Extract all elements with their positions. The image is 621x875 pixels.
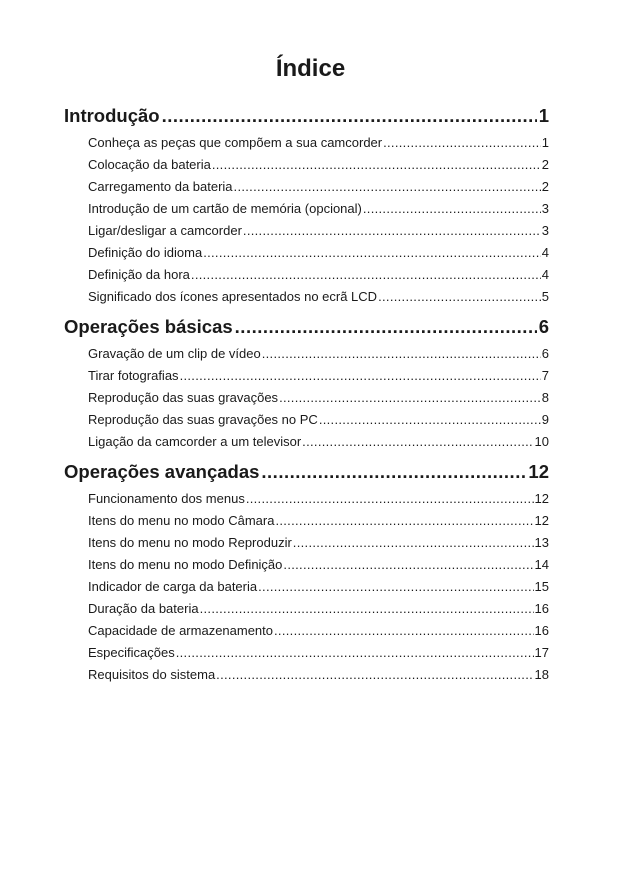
toc-entry-label: Itens do menu no modo Câmara (88, 513, 275, 528)
dot-leader (235, 314, 537, 340)
toc-entry-page: 18 (534, 667, 549, 682)
toc-entry[interactable] (88, 488, 549, 510)
toc-entry[interactable] (88, 264, 549, 286)
table-of-contents (64, 103, 549, 686)
toc-entry-label: Capacidade de armazenamento (88, 623, 274, 638)
toc-entry-label: Significado dos ícones apresentados no ecrã LCD (88, 289, 378, 304)
toc-entry-page: 2 (541, 157, 549, 172)
toc-entry[interactable] (88, 343, 549, 365)
page-title: Índice (275, 55, 346, 82)
toc-entry-label: Conheça as peças que compõem a sua camcorder (88, 135, 383, 150)
toc-section-operacoes-avancadas (64, 459, 549, 686)
toc-entry-label: Reprodução das suas gravações no PC (88, 412, 318, 427)
toc-section-heading[interactable] (64, 314, 549, 340)
dot-leader (200, 598, 534, 620)
toc-entry[interactable] (88, 620, 549, 642)
toc-entry-label: Itens do menu no modo Reproduzir (88, 535, 292, 550)
toc-entry-label: Requisitos do sistema (88, 667, 216, 682)
dot-leader (203, 242, 541, 264)
toc-entry-label: Carregamento da bateria (88, 179, 233, 194)
dot-leader (274, 620, 534, 642)
toc-entry[interactable] (88, 220, 549, 242)
dot-leader (258, 576, 533, 598)
toc-entry[interactable] (88, 598, 549, 620)
dot-leader (243, 220, 541, 242)
dot-leader (176, 642, 534, 664)
dot-leader (262, 343, 541, 365)
toc-entry-page: 4 (541, 267, 549, 282)
toc-entry-page: 5 (541, 289, 549, 304)
toc-entry-list (64, 488, 549, 686)
toc-section-page: 12 (528, 461, 549, 482)
toc-entry-label: Itens do menu no modo Definição (88, 557, 283, 572)
toc-entry-label: Indicador de carga da bateria (88, 579, 258, 594)
dot-leader (378, 286, 541, 308)
toc-entry[interactable] (88, 198, 549, 220)
dot-leader (261, 459, 526, 485)
dot-leader (283, 554, 533, 576)
toc-entry-page: 2 (541, 179, 549, 194)
toc-section-introducao (64, 103, 549, 308)
dot-leader (383, 132, 541, 154)
toc-entry-page: 17 (534, 645, 549, 660)
toc-entry-label: Definição do idioma (88, 245, 203, 260)
toc-entry[interactable] (88, 576, 549, 598)
toc-entry[interactable] (88, 664, 549, 686)
toc-entry-page: 1 (541, 135, 549, 150)
toc-entry[interactable] (88, 176, 549, 198)
toc-section-operacoes-basicas (64, 314, 549, 453)
toc-entry-label: Duração da bateria (88, 601, 199, 616)
toc-entry[interactable] (88, 431, 549, 453)
toc-entry-page: 8 (541, 390, 549, 405)
toc-entry-label: Funcionamento dos menus (88, 491, 245, 506)
toc-entry[interactable] (88, 554, 549, 576)
toc-entry-label: Gravação de um clip de vídeo (88, 346, 261, 361)
dot-leader (212, 154, 541, 176)
dot-leader (302, 431, 533, 453)
toc-section-page: 1 (538, 105, 549, 126)
toc-entry-page: 13 (534, 535, 549, 550)
toc-entry-label: Definição da hora (88, 267, 190, 282)
toc-entry-page: 9 (541, 412, 549, 427)
toc-entry[interactable] (88, 387, 549, 409)
toc-entry-label: Colocação da bateria (88, 157, 211, 172)
toc-section-label: Operações avançadas (64, 461, 260, 482)
toc-entry-list (64, 132, 549, 308)
toc-entry[interactable] (88, 242, 549, 264)
toc-section-label: Introdução (64, 105, 160, 126)
toc-entry[interactable] (88, 532, 549, 554)
toc-entry[interactable] (88, 154, 549, 176)
dot-leader (275, 510, 533, 532)
toc-entry-page: 3 (541, 223, 549, 238)
toc-entry-label: Ligação da camcorder a um televisor (88, 434, 302, 449)
toc-entry[interactable] (88, 286, 549, 308)
toc-section-heading[interactable] (64, 459, 549, 485)
toc-entry[interactable] (88, 510, 549, 532)
dot-leader (162, 103, 537, 129)
toc-entry-page: 10 (534, 434, 549, 449)
dot-leader (180, 365, 541, 387)
toc-entry-label: Tirar fotografias (88, 368, 179, 383)
toc-entry-label: Especificações (88, 645, 175, 660)
toc-entry-page: 14 (534, 557, 549, 572)
toc-entry-page: 4 (541, 245, 549, 260)
dot-leader (234, 176, 541, 198)
dot-leader (279, 387, 541, 409)
dot-leader (319, 409, 541, 431)
toc-entry[interactable] (88, 642, 549, 664)
toc-section-heading[interactable] (64, 103, 549, 129)
dot-leader (246, 488, 534, 510)
toc-entry-page: 12 (534, 513, 549, 528)
toc-entry[interactable] (88, 409, 549, 431)
toc-entry-page: 6 (541, 346, 549, 361)
dot-leader (191, 264, 541, 286)
toc-entry-page: 12 (534, 491, 549, 506)
toc-entry-label: Ligar/desligar a camcorder (88, 223, 242, 238)
dot-leader (216, 664, 533, 686)
toc-entry-page: 16 (534, 601, 549, 616)
toc-entry-page: 15 (534, 579, 549, 594)
toc-entry-list (64, 343, 549, 453)
toc-entry-label: Reprodução das suas gravações (88, 390, 279, 405)
toc-entry-page: 3 (541, 201, 549, 216)
toc-entry-page: 16 (534, 623, 549, 638)
toc-entry[interactable] (88, 365, 549, 387)
toc-section-page: 6 (538, 316, 549, 337)
toc-entry-page: 7 (541, 368, 549, 383)
toc-section-label: Operações básicas (64, 316, 233, 337)
dot-leader (363, 198, 541, 220)
toc-entry-label: Introdução de um cartão de memória (opcional) (88, 201, 362, 216)
toc-entry[interactable] (88, 132, 549, 154)
dot-leader (293, 532, 534, 554)
